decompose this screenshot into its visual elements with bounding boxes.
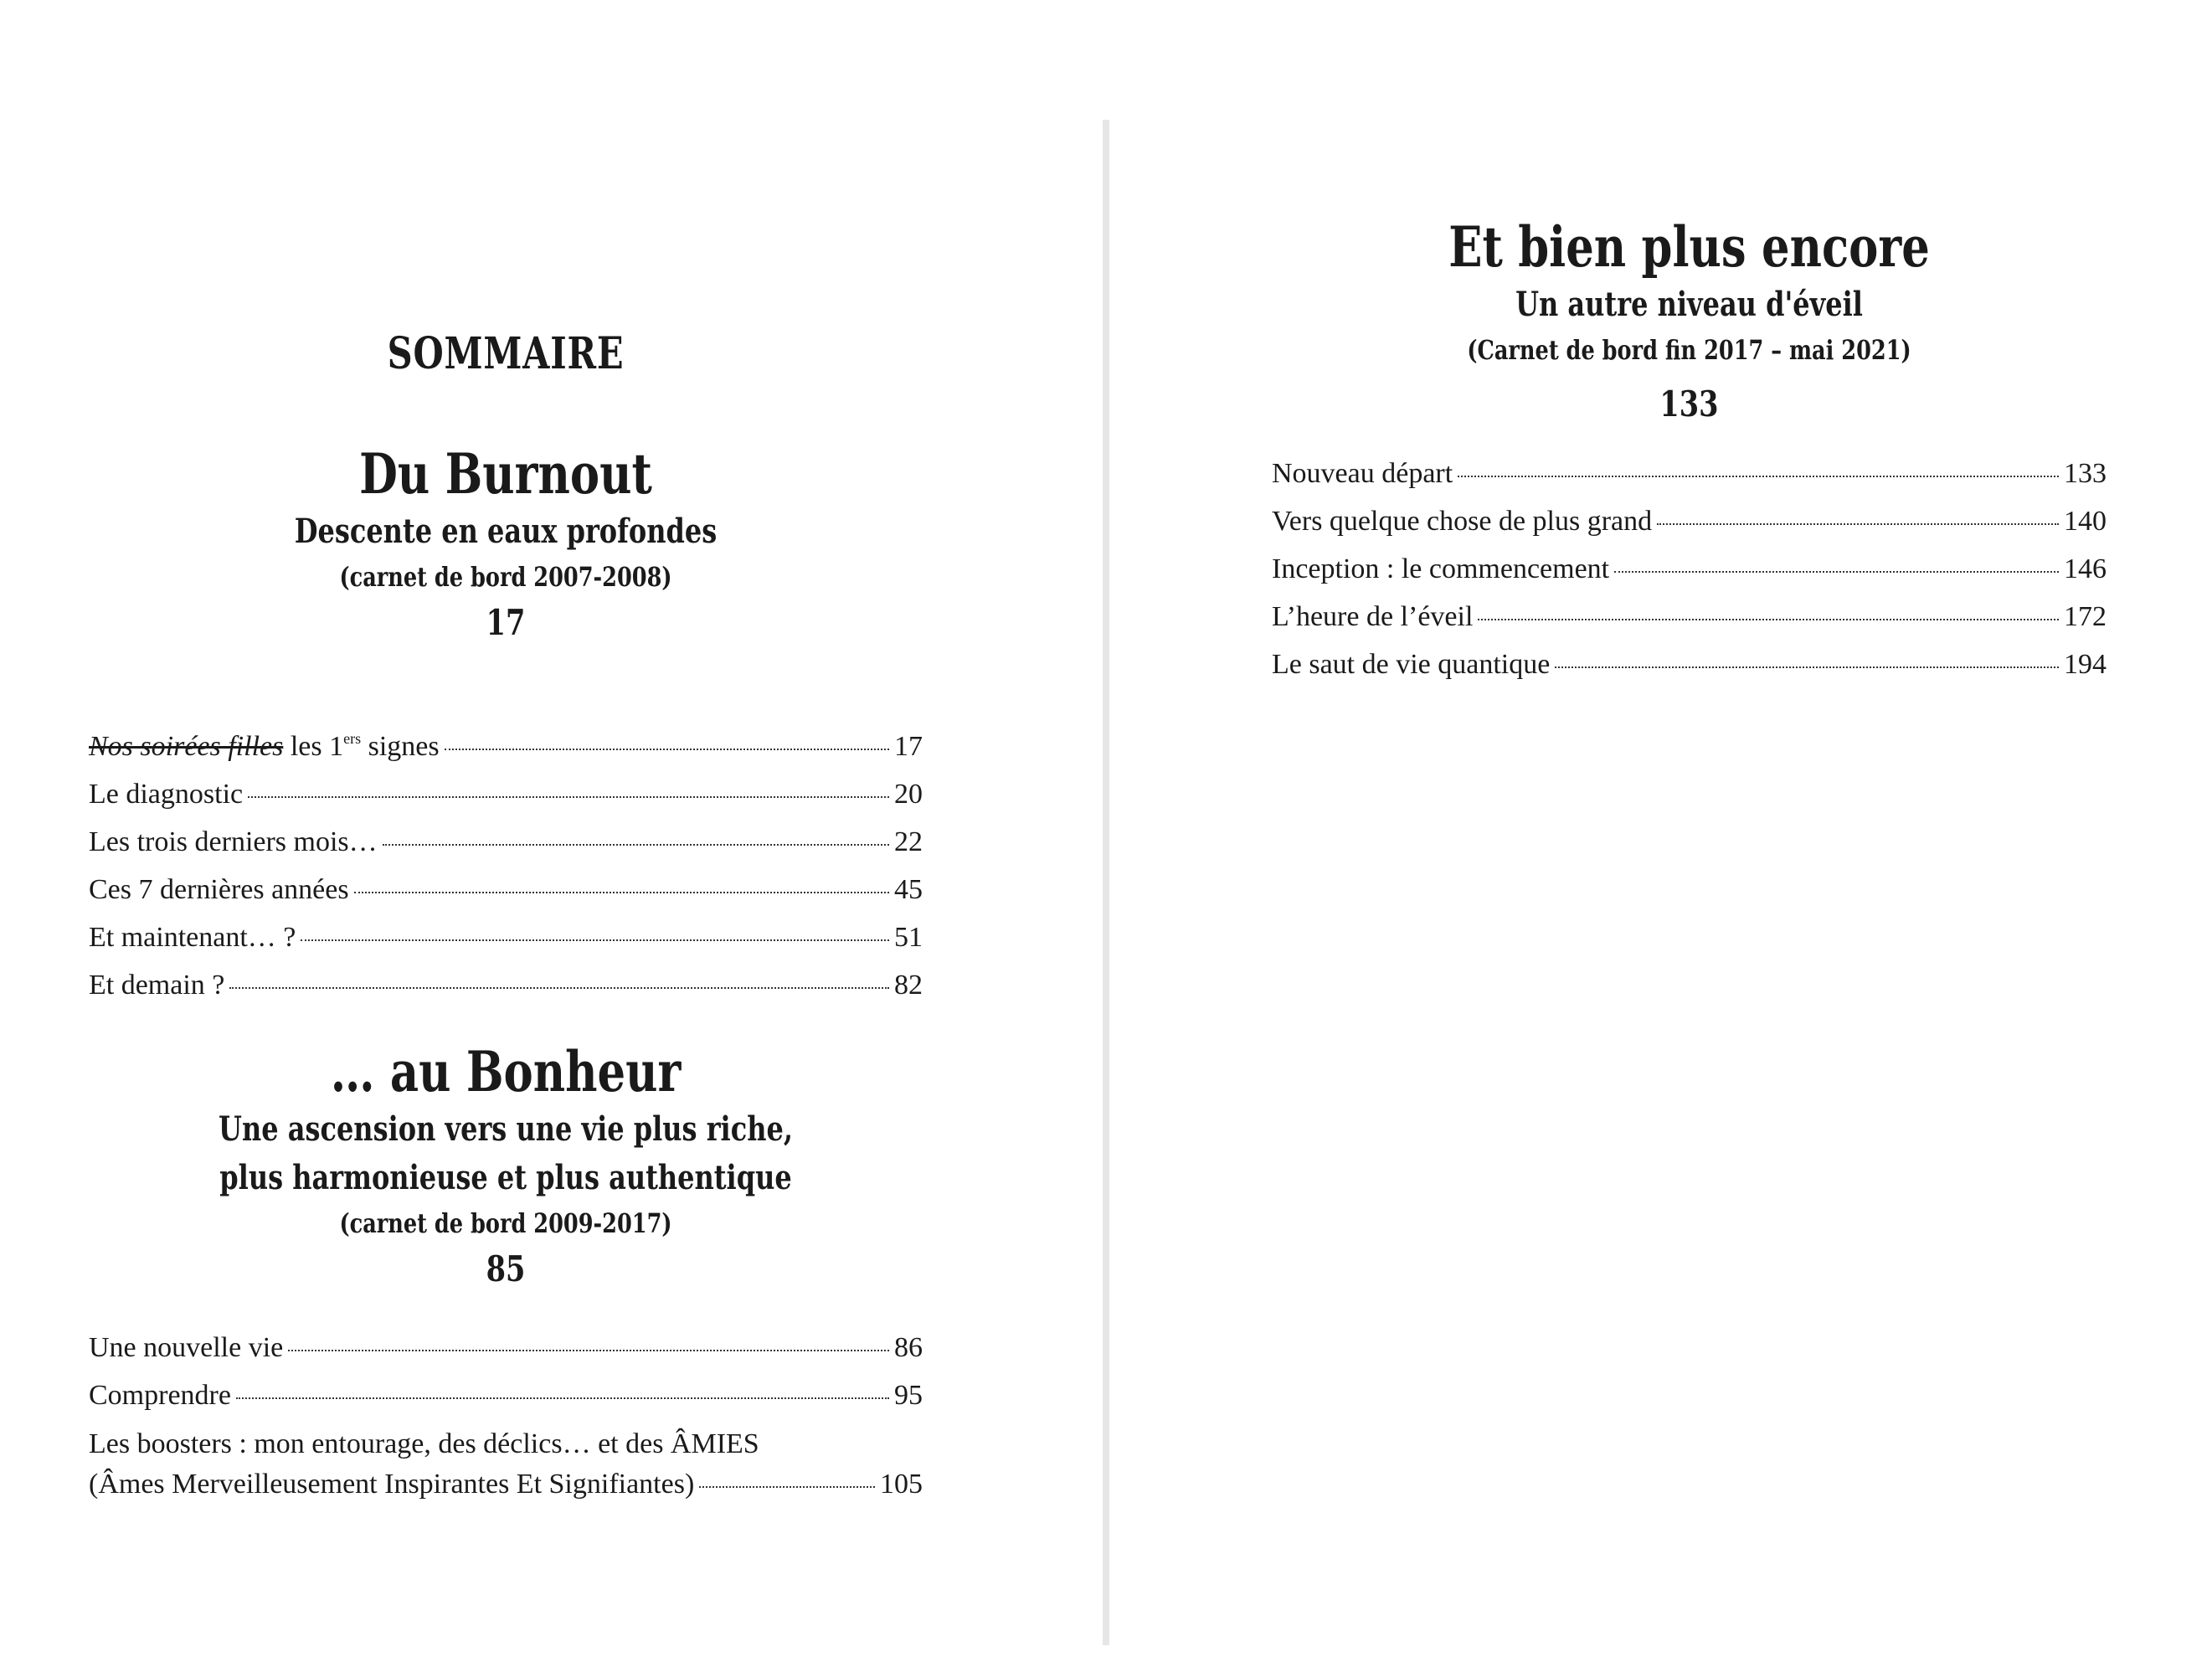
dot-leader [383,844,889,846]
toc-entry[interactable] [89,1324,923,1371]
toc-entry-title: Nouveau départ [1272,458,1453,489]
superscript: ers [343,730,362,747]
toc-entry-title: Les trois derniers mois… [89,826,378,857]
part2-note: (carnet de bord 2009-2017) [339,1207,672,1239]
toc-entry-title: Le saut de vie quantique [1272,649,1551,680]
dot-leader [1458,476,2059,477]
toc-entry-title: Une nouvelle vie [89,1332,284,1363]
toc-entry-title-line2: (Âmes Merveilleusement Inspirantes Et Signifiantes) [89,1469,695,1500]
dot-leader [248,796,889,798]
toc-entry-page: 172 [2064,601,2107,632]
dot-leader [288,1350,889,1351]
dot-leader [1657,523,2059,525]
dot-leader [1614,571,2059,573]
strike-text: Nos soirées filles [89,731,284,762]
toc-entry-title: Inception : le commencement [1272,553,1610,584]
toc-entry-multiline[interactable] [89,1424,923,1505]
dot-leader [236,1397,889,1399]
toc-entry-page: 95 [894,1380,923,1411]
part1-note: (carnet de bord 2007-2008) [339,561,672,593]
toc-entry-title-pre: les 1 [283,731,344,762]
toc-entry-page: 194 [2064,649,2107,680]
part2-page: 85 [486,1248,526,1289]
dot-leader [445,749,889,750]
toc-entry-line2 [89,1464,923,1505]
toc-entry[interactable] [89,866,923,913]
toc-entry-title: L’heure de l’éveil [1272,601,1474,632]
toc-entry-page: 51 [894,922,923,953]
toc-entry-title: Le diagnostic [89,779,244,810]
toc-entry-title-post: signes [361,731,440,762]
toc-entry-page: 20 [894,779,923,810]
dot-leader [229,987,889,989]
toc-entry[interactable] [1272,641,2107,688]
part1-title: Du Burnout [359,441,652,507]
toc-entry[interactable] [1272,593,2107,641]
toc-entry[interactable] [89,961,923,1009]
page-divider [1103,120,1109,1645]
part2-toc [89,1324,923,1505]
dot-leader [699,1486,875,1488]
part3-toc [1272,450,2107,688]
part3-title: Et bien plus encore [1448,214,1930,280]
toc-entry-page: 22 [894,826,923,857]
toc-entry[interactable] [89,818,923,866]
toc-entry-title-line1: Les boosters : mon entourage, des déclics… et des ÂMIES [89,1428,759,1459]
toc-entry-title [89,723,440,770]
dot-leader [301,939,889,941]
part1-toc [89,723,923,1009]
toc-entry-page: 86 [894,1332,923,1363]
part3-subtitle: Un autre niveau d'éveil [1515,285,1863,324]
part1-subtitle: Descente en eaux profondes [294,512,718,551]
toc-entry[interactable] [89,913,923,961]
toc-entry-page: 140 [2064,506,2107,537]
toc-entry-title: Comprendre [89,1380,231,1411]
part1-header [89,440,923,648]
toc-entry-page: 17 [894,731,923,762]
toc-entry[interactable] [89,723,923,770]
part2-header [89,1038,923,1294]
dot-leader [354,892,889,893]
toc-entry-title: Et demain ? [89,970,225,1001]
toc-entry-page: 45 [894,874,923,905]
part2-subtitle-line2: plus harmonieuse et plus authentique [219,1158,792,1197]
toc-entry-title: Vers quelque chose de plus grand [1272,506,1653,537]
toc-entry-page: 133 [2064,458,2107,489]
part3-note: (Carnet de bord fin 2017 – mai 2021) [1467,334,1911,366]
toc-entry-title: Ces 7 dernières années [89,874,349,905]
toc-entry[interactable] [89,1371,923,1419]
dot-leader [1478,619,2059,620]
toc-entry[interactable] [1272,450,2107,497]
dot-leader [1555,666,2059,668]
part1-page: 17 [486,602,526,643]
part2-title: … au Bonheur [330,1039,682,1104]
toc-entry-page: 82 [894,970,923,1001]
part3-page: 133 [1659,383,1719,425]
part3-header [1272,214,2107,430]
toc-entry-page: 146 [2064,553,2107,584]
toc-entry-page: 105 [880,1469,923,1500]
part2-subtitle-line1: Une ascension vers une vie plus riche, [219,1109,793,1149]
toc-entry[interactable] [89,770,923,818]
sommaire-heading: SOMMAIRE [387,328,625,379]
toc-entry[interactable] [1272,497,2107,545]
toc-entry-title: Et maintenant… ? [89,922,296,953]
toc-entry[interactable] [1272,545,2107,593]
